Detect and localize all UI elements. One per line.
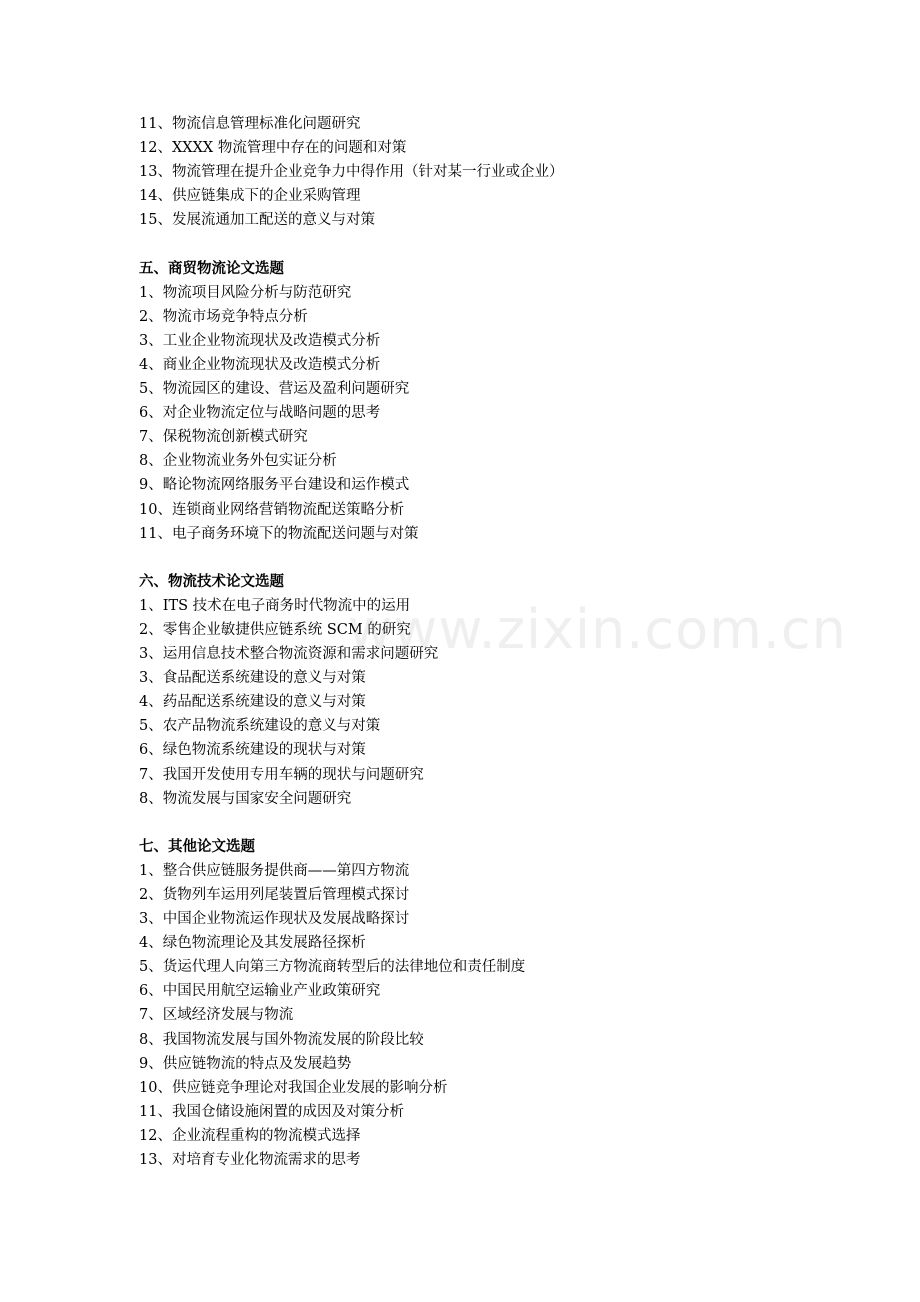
section-heading: 六、物流技术论文选题 xyxy=(139,572,284,590)
list-item: 13、物流管理在提升企业竞争力中得作用（针对某一行业或企业） xyxy=(139,164,564,181)
list-item: 3、中国企业物流运作现状及发展战略探讨 xyxy=(139,911,410,928)
spacer xyxy=(139,811,859,835)
list-item: 15、发展流通加工配送的意义与对策 xyxy=(139,212,375,229)
section-6 xyxy=(139,570,859,811)
section-heading: 七、其他论文选题 xyxy=(139,837,255,855)
list-item: 3、工业企业物流现状及改造模式分析 xyxy=(139,332,381,349)
document-page xyxy=(139,112,859,1172)
list-item: 5、货运代理人向第三方物流商转型后的法律地位和责任制度 xyxy=(139,959,526,976)
list-item: 8、我国物流发展与国外物流发展的阶段比较 xyxy=(139,1031,424,1048)
list-item: 11、电子商务环境下的物流配送问题与对策 xyxy=(139,525,419,542)
list-item: 6、中国民用航空运输业产业政策研究 xyxy=(139,983,381,1000)
spacer xyxy=(139,546,859,570)
list-item: 4、商业企业物流现状及改造模式分析 xyxy=(139,356,381,373)
list-item: 9、供应链物流的特点及发展趋势 xyxy=(139,1055,352,1072)
list-item: 8、物流发展与国家安全问题研究 xyxy=(139,790,352,807)
list-item: 3、食品配送系统建设的意义与对策 xyxy=(139,670,366,687)
list-item: 5、农产品物流系统建设的意义与对策 xyxy=(139,718,381,735)
list-item: 12、企业流程重构的物流模式选择 xyxy=(139,1127,361,1144)
list-item: 6、绿色物流系统建设的现状与对策 xyxy=(139,742,366,759)
list-item: 8、企业物流业务外包实证分析 xyxy=(139,453,337,470)
list-item: 7、区域经济发展与物流 xyxy=(139,1007,294,1024)
list-item: 7、我国开发使用专用车辆的现状与问题研究 xyxy=(139,766,424,783)
section-7 xyxy=(139,835,859,1172)
section-5 xyxy=(139,257,859,546)
list-item: 13、对培育专业化物流需求的思考 xyxy=(139,1152,361,1169)
list-item: 3、运用信息技术整合物流资源和需求问题研究 xyxy=(139,646,439,663)
list-item: 2、零售企业敏捷供应链系统 SCM 的研究 xyxy=(139,621,411,638)
spacer xyxy=(139,232,859,256)
list-item: 1、物流项目风险分析与防范研究 xyxy=(139,284,352,301)
list-item: 2、货物列车运用列尾装置后管理模式探讨 xyxy=(139,887,410,903)
list-item: 10、供应链竞争理论对我国企业发展的影响分析 xyxy=(139,1079,448,1096)
list-item: 9、略论物流网络服务平台建设和运作模式 xyxy=(139,477,410,494)
list-item: 2、物流市场竞争特点分析 xyxy=(139,308,308,325)
list-item: 4、药品配送系统建设的意义与对策 xyxy=(139,694,366,711)
intro-list xyxy=(139,112,859,232)
list-item: 1、ITS 技术在电子商务时代物流中的运用 xyxy=(139,597,411,614)
section-heading: 五、商贸物流论文选题 xyxy=(139,259,284,277)
list-item: 10、连锁商业网络营销物流配送策略分析 xyxy=(139,501,404,518)
list-item: 11、物流信息管理标准化问题研究 xyxy=(139,116,361,132)
watermark: www.zixin.com.cn xyxy=(348,598,847,661)
list-item: 1、整合供应链服务提供商——第四方物流 xyxy=(139,862,410,879)
list-item: 6、对企业物流定位与战略问题的思考 xyxy=(139,405,381,422)
list-item: 4、绿色物流理论及其发展路径探析 xyxy=(139,935,366,952)
list-item: 7、保税物流创新模式研究 xyxy=(139,429,308,446)
list-item: 5、物流园区的建设、营运及盈利问题研究 xyxy=(139,381,410,398)
list-item: 11、我国仓储设施闲置的成因及对策分析 xyxy=(139,1103,404,1120)
list-item: 14、供应链集成下的企业采购管理 xyxy=(139,188,361,205)
list-item: 12、XXXX 物流管理中存在的问题和对策 xyxy=(139,140,407,157)
